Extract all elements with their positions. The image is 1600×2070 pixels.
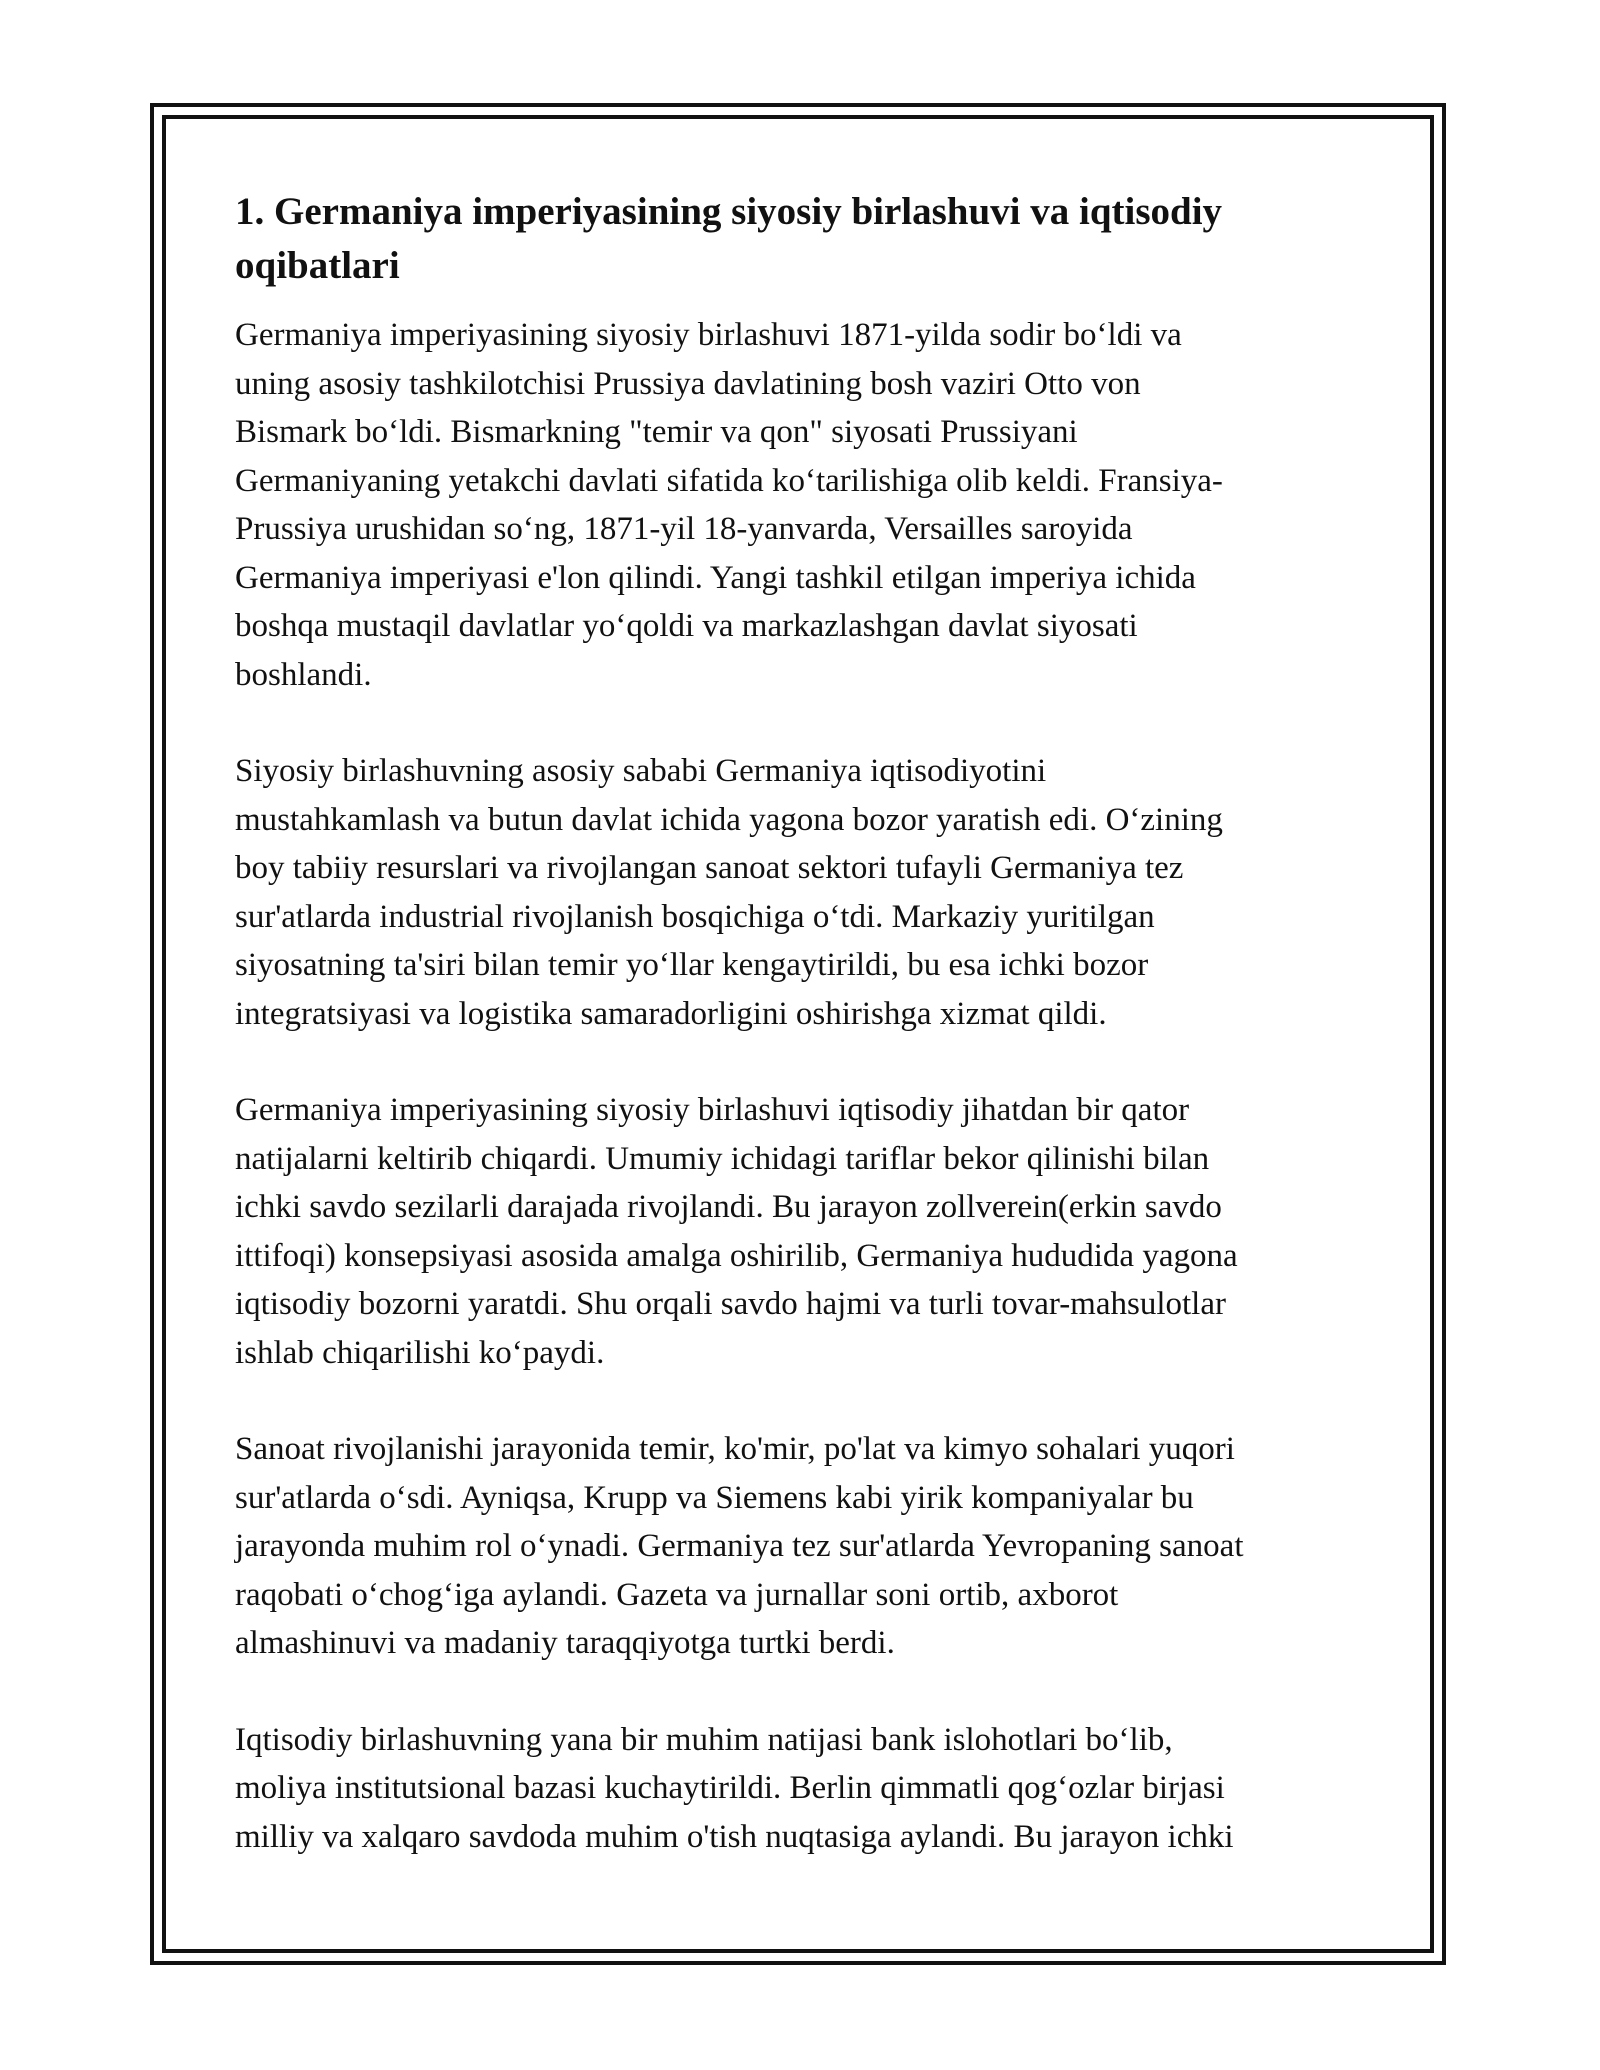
text-line: uning asosiy tashkilotchisi Prussiya davlatining bosh vaziri Otto von — [235, 365, 1141, 402]
text-line: ittifoqi) konsepsiyasi asosida amalga oshirilib, Germaniya hududida yagona — [235, 1237, 1238, 1274]
text-line: milliy va xalqaro savdoda muhim o'tish nuqtasiga aylandi. Bu jarayon ichki — [235, 1818, 1234, 1855]
paragraph-2 — [235, 747, 1370, 1038]
text-line: Siyosiy birlashuvning asosiy sababi Germaniya iqtisodiyotini — [235, 753, 1047, 789]
text-line: sur'atlarda o‘sdi. Ayniqsa, Krupp va Siemens kabi yirik kompaniyalar bu — [235, 1479, 1194, 1516]
text-line: Sanoat rivojlanishi jarayonida temir, ko'mir, po'lat va kimyo sohalari yuqori — [235, 1431, 1235, 1467]
text-line: sur'atlarda industrial rivojlanish bosqichiga o‘tdi. Markaziy yuritilgan — [235, 898, 1155, 935]
text-line: moliya institutsional bazasi kuchaytirildi. Berlin qimmatli qog‘ozlar birjasi — [235, 1770, 1225, 1806]
text-line: boy tabiiy resurslari va rivojlangan sanoat sektori tufayli Germaniya tez — [235, 850, 1184, 886]
text-line: Germaniya imperiyasi e'lon qilindi. Yangi tashkil etilgan imperiya ichida — [235, 559, 1196, 596]
section-heading — [235, 185, 1370, 293]
text-line: raqobati o‘chog‘iga aylandi. Gazeta va jurnallar soni ortib, axborot — [235, 1576, 1119, 1613]
text-line: Prussiya urushidan so‘ng, 1871-yil 18-yanvarda, Versailles saroyida — [235, 511, 1133, 547]
text-line: boshlandi. — [235, 656, 372, 693]
paragraph-3 — [235, 1086, 1370, 1377]
text-line: Germaniya imperiyasining siyosiy birlashuvi iqtisodiy jihatdan bir qator — [235, 1092, 1190, 1128]
heading-line: 1. Germaniya imperiyasining siyosiy birlashuvi va iqtisodiy — [235, 190, 1223, 233]
paragraph-4 — [235, 1425, 1370, 1668]
paragraph-5 — [235, 1716, 1370, 1862]
text-line: integratsiyasi va logistika samaradorligini oshirishga xizmat qildi. — [235, 995, 1107, 1032]
text-line: almashinuvi va madaniy taraqqiyotga turtki berdi. — [235, 1625, 895, 1661]
text-line: Germaniya imperiyasining siyosiy birlashuvi 1871-yilda sodir bo‘ldi va — [235, 317, 1182, 353]
text-line: Bismark bo‘ldi. Bismarkning "temir va qon" siyosati Prussiyani — [235, 414, 1078, 450]
text-line: Germaniyaning yetakchi davlati sifatida ko‘tarilishiga olib keldi. Fransiya- — [235, 462, 1223, 499]
text-line: jarayonda muhim rol o‘ynadi. Germaniya tez sur'atlarda Yevropaning sanoat — [235, 1528, 1244, 1564]
text-line: iqtisodiy bozorni yaratdi. Shu orqali savdo hajmi va turli tovar-mahsulotlar — [235, 1286, 1226, 1322]
text-line: mustahkamlash va butun davlat ichida yagona bozor yaratish edi. O‘zining — [235, 801, 1223, 838]
text-line: siyosatning ta'siri bilan temir yo‘llar kengaytirildi, bu esa ichki bozor — [235, 947, 1149, 983]
text-line: Iqtisodiy birlashuvning yana bir muhim natijasi bank islohotlari bo‘lib, — [235, 1721, 1173, 1758]
text-line: boshqa mustaqil davlatlar yo‘qoldi va markazlashgan davlat siyosati — [235, 608, 1138, 644]
heading-line: oqibatlari — [235, 244, 400, 287]
paragraph-1 — [235, 311, 1370, 699]
text-line: ishlab chiqarilishi ko‘paydi. — [235, 1334, 605, 1371]
document-body — [235, 185, 1370, 1909]
text-line: ichki savdo sezilarli darajada rivojlandi. Bu jarayon zollverein(erkin savdo — [235, 1189, 1222, 1225]
text-line: natijalarni keltirib chiqardi. Umumiy ichidagi tariflar bekor qilinishi bilan — [235, 1140, 1210, 1177]
